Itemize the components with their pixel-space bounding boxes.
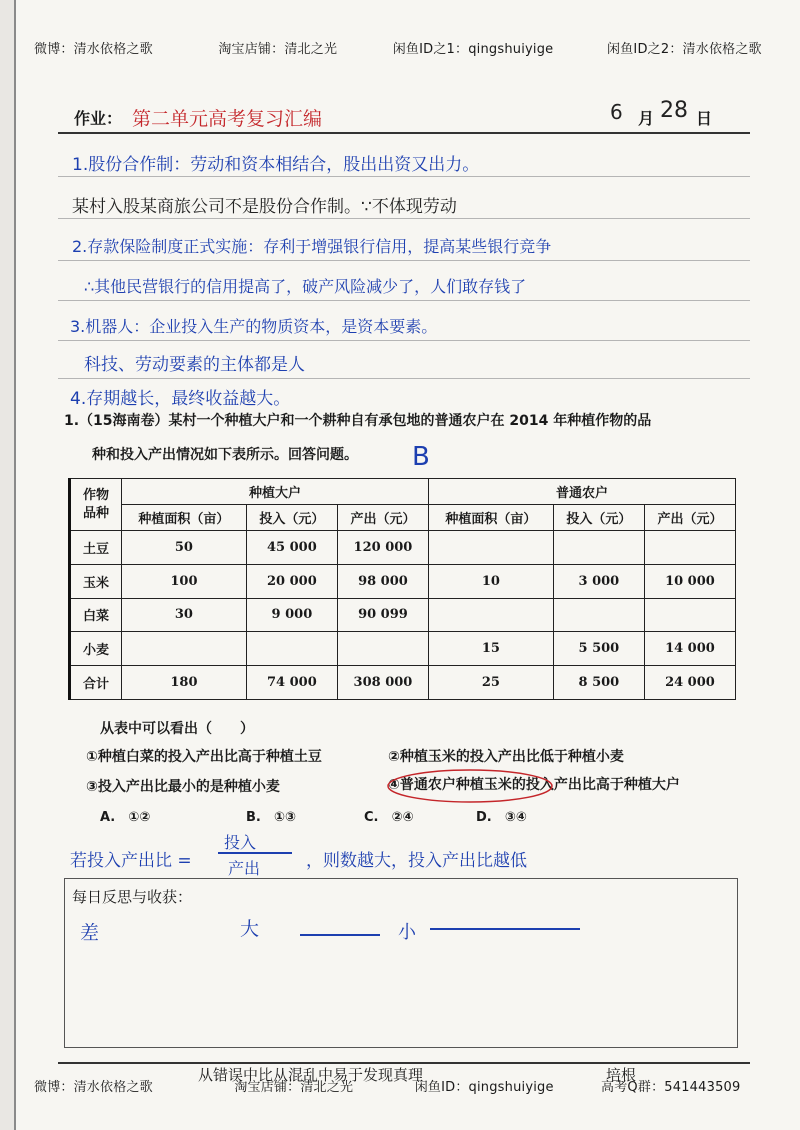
cell: 50 bbox=[122, 531, 247, 565]
cell: 30 bbox=[122, 598, 247, 632]
cell bbox=[246, 632, 337, 666]
table-corner bbox=[70, 479, 122, 531]
cell bbox=[644, 598, 735, 632]
col-header: 产出（元） bbox=[337, 505, 428, 531]
date-day: 28 bbox=[660, 98, 688, 123]
watermark-weibo: 微博：清水依格之歌 bbox=[34, 1080, 153, 1095]
col-header: 种植面积（亩） bbox=[122, 505, 247, 531]
reflection-dash bbox=[430, 928, 580, 930]
watermark-taobao: 淘宝店铺：清北之光 bbox=[218, 42, 338, 57]
cell bbox=[428, 531, 553, 565]
note-line-3: 2.存款保险制度正式实施：存利于增强银行信用，提高某些银行竞争 bbox=[72, 237, 552, 256]
watermark-xianyu: 闲鱼ID：qingshuiyige bbox=[414, 1080, 554, 1095]
cell: 10 bbox=[428, 564, 553, 598]
ruled-line bbox=[58, 300, 750, 301]
option-1: ①种植白菜的投入产出比高于种植土豆 bbox=[86, 749, 322, 765]
col-header: 投入（元） bbox=[246, 505, 337, 531]
footer-motto: 从错误中比从混乱中易于发现真理 bbox=[198, 1066, 424, 1084]
question-stem-line1: 1.（15海南卷）某村一个种植大户和一个耕种自有承包地的普通农户在 2014 年种植作物的品 bbox=[64, 413, 652, 429]
table-row bbox=[70, 632, 736, 666]
note-line-1: 1.股份合作制：劳动和资本相结合，股出出资又出力。 bbox=[72, 155, 480, 175]
formula-denominator: 产出 bbox=[228, 859, 261, 878]
cell: 180 bbox=[122, 666, 247, 700]
ruled-line bbox=[58, 176, 750, 177]
cell bbox=[553, 531, 644, 565]
cell: 24 000 bbox=[644, 666, 735, 700]
date-day-label: 日 bbox=[696, 109, 713, 128]
watermark-top bbox=[34, 38, 762, 57]
cell: 9 000 bbox=[246, 598, 337, 632]
date-month: 6 bbox=[610, 100, 623, 124]
choice-d: D. ③④ bbox=[476, 810, 527, 825]
homework-label: 作业： bbox=[74, 109, 123, 128]
note-line-6: 科技、劳动要素的主体都是人 bbox=[84, 355, 305, 375]
cell: 98 000 bbox=[337, 564, 428, 598]
question-stem-line2: 种和投入产出情况如下表所示。回答问题。 bbox=[92, 447, 358, 463]
reflection-note-2: 大 bbox=[240, 918, 260, 940]
footer-author: 培根 bbox=[606, 1066, 637, 1084]
cell: 308 000 bbox=[337, 666, 428, 700]
data-table bbox=[68, 478, 736, 700]
cell: 25 bbox=[428, 666, 553, 700]
note-line-2: 某村入股某商旅公司不是股份合作制。∵不体现劳动 bbox=[72, 197, 457, 217]
row-name: 小麦 bbox=[70, 632, 122, 666]
watermark-qq: 高考Q群：541443509 bbox=[601, 1080, 741, 1095]
cell: 8 500 bbox=[553, 666, 644, 700]
formula-lhs: 若投入产出比 = bbox=[70, 851, 192, 871]
date-month-label: 月 bbox=[638, 109, 655, 128]
cell: 10 000 bbox=[644, 564, 735, 598]
option-4: ④普通农户种植玉米的投入产出比高于种植大户 bbox=[388, 777, 680, 793]
table-corner-bottom: 品种 bbox=[82, 505, 109, 521]
cell bbox=[428, 598, 553, 632]
watermark-xianyu2: 闲鱼ID之2：清水依格之歌 bbox=[607, 42, 762, 57]
col-header: 种植面积（亩） bbox=[428, 505, 553, 531]
header-rule bbox=[58, 132, 750, 134]
watermark-taobao: 淘宝店铺：清北之光 bbox=[234, 1080, 354, 1095]
choice-b: B. ①③ bbox=[246, 810, 296, 825]
col-header: 投入（元） bbox=[553, 505, 644, 531]
cell: 120 000 bbox=[337, 531, 428, 565]
cell bbox=[337, 632, 428, 666]
reflection-dash bbox=[300, 934, 380, 936]
table-group-small: 普通农户 bbox=[428, 479, 735, 505]
formula-fraction-bar bbox=[218, 852, 292, 854]
answer-mark: B bbox=[412, 442, 430, 472]
ruled-line bbox=[58, 340, 750, 341]
cell: 45 000 bbox=[246, 531, 337, 565]
cell: 90 099 bbox=[337, 598, 428, 632]
watermark-weibo: 微博：清水依格之歌 bbox=[34, 42, 153, 57]
ruled-line bbox=[58, 260, 750, 261]
formula-numerator: 投入 bbox=[224, 833, 257, 852]
note-line-5: 3.机器人：企业投入生产的物质资本，是资本要素。 bbox=[70, 317, 438, 336]
table-row bbox=[70, 531, 736, 565]
watermark-bottom bbox=[34, 1076, 741, 1095]
cell: 100 bbox=[122, 564, 247, 598]
table-row-total bbox=[70, 666, 736, 700]
reflection-title: 每日反思与收获： bbox=[72, 888, 193, 906]
row-name: 白菜 bbox=[70, 598, 122, 632]
cell: 14 000 bbox=[644, 632, 735, 666]
ruled-line bbox=[58, 378, 750, 379]
cell: 74 000 bbox=[246, 666, 337, 700]
ruled-line bbox=[58, 218, 750, 219]
cell bbox=[644, 531, 735, 565]
watermark-xianyu1: 闲鱼ID之1：qingshuiyige bbox=[392, 42, 554, 57]
reflection-note-1: 差 bbox=[80, 922, 100, 944]
table-row bbox=[70, 564, 736, 598]
cell: 20 000 bbox=[246, 564, 337, 598]
table-row bbox=[70, 598, 736, 632]
cell bbox=[553, 598, 644, 632]
reflection-note-3: 小 bbox=[398, 922, 416, 943]
option-3: ③投入产出比最小的是种植小麦 bbox=[86, 779, 280, 795]
col-header: 产出（元） bbox=[644, 505, 735, 531]
cell: 15 bbox=[428, 632, 553, 666]
option-circle-mark bbox=[380, 766, 740, 806]
choice-c: C. ②④ bbox=[364, 810, 414, 825]
homework-topic: 第二单元高考复习汇编 bbox=[132, 108, 323, 130]
row-name: 土豆 bbox=[70, 531, 122, 565]
formula-rhs: ，则数越大，投入产出比越低 bbox=[306, 851, 527, 871]
cell: 3 000 bbox=[553, 564, 644, 598]
note-line-4: ∴其他民营银行的信用提高了，破产风险减少了，人们敢存钱了 bbox=[84, 277, 527, 296]
cell bbox=[122, 632, 247, 666]
table-group-large: 种植大户 bbox=[122, 479, 429, 505]
row-name: 合计 bbox=[70, 666, 122, 700]
choice-a: A. ①② bbox=[100, 810, 151, 825]
cell: 5 500 bbox=[553, 632, 644, 666]
note-line-7: 4.存期越长，最终收益越大。 bbox=[70, 389, 291, 409]
row-name: 玉米 bbox=[70, 564, 122, 598]
table-corner-top: 作物 bbox=[82, 487, 109, 503]
option-2: ②种植玉米的投入产出比低于种植小麦 bbox=[388, 749, 624, 765]
question-prompt: 从表中可以看出（ ） bbox=[100, 721, 254, 737]
